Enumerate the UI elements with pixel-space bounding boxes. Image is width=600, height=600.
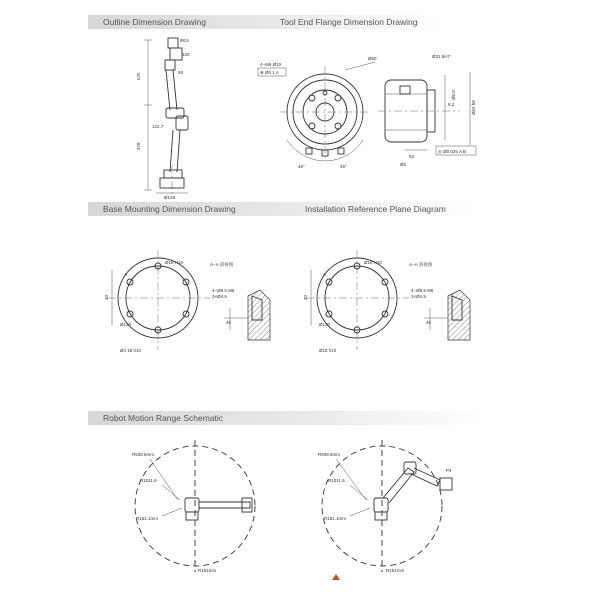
motion-range-right	[318, 440, 452, 573]
svg-text:4−Ø8.5 M6: 4−Ø8.5 M6	[411, 288, 434, 293]
svg-text:Ø5: Ø5	[400, 162, 407, 167]
svg-text:A−A 剖视图: A−A 剖视图	[409, 262, 433, 267]
svg-text:Ø50: Ø50	[368, 56, 377, 61]
flange-front-drawing	[258, 56, 377, 169]
svg-text:3×Ø4.5: 3×Ø4.5	[212, 294, 227, 299]
svg-text:Ø128: Ø128	[164, 195, 176, 200]
section-title-base: Base Mounting Dimension Drawing	[103, 204, 236, 214]
svg-text:Ø4 18 h10: Ø4 18 h10	[120, 348, 142, 353]
svg-text:4−Ø8.5 M6: 4−Ø8.5 M6	[212, 288, 235, 293]
svg-text:R1011.6: R1011.6	[328, 478, 345, 483]
svg-text:A: A	[124, 272, 128, 277]
svg-text:98.5: 98.5	[180, 38, 189, 43]
svg-text:45: 45	[226, 320, 232, 325]
svg-text:Ø31.5H7: Ø31.5H7	[432, 54, 451, 59]
reference-plane-drawing	[303, 250, 470, 353]
svg-text:122.7: 122.7	[152, 124, 164, 129]
section-title-reference: Installation Reference Plane Diagram	[305, 204, 446, 214]
svg-text:63: 63	[409, 154, 415, 159]
marker-triangle-icon	[332, 574, 340, 580]
motion-range-left	[132, 440, 255, 573]
section-title-motion: Robot Motion Range Schematic	[103, 413, 224, 423]
base-mounting-drawing	[104, 250, 270, 353]
svg-text:⊕ Ø0.1 A: ⊕ Ø0.1 A	[260, 70, 279, 75]
svg-text:40: 40	[303, 294, 308, 300]
svg-text:8.2: 8.2	[448, 102, 455, 107]
svg-text:A: A	[323, 272, 327, 277]
svg-text:45°: 45°	[298, 164, 305, 169]
svg-text:R151.1mm: R151.1mm	[136, 516, 159, 521]
svg-text:R1011.6: R1011.6	[140, 478, 157, 483]
section-title-flange: Tool End Flange Dimension Drawing	[280, 17, 418, 27]
svg-text:R151mm: R151mm	[386, 568, 405, 573]
svg-text:R938.5mm: R938.5mm	[318, 452, 341, 457]
svg-text:575: 575	[136, 72, 141, 80]
svg-text:3×Ø4.5: 3×Ø4.5	[411, 294, 426, 299]
svg-text:Ø18 H10: Ø18 H10	[165, 260, 184, 265]
svg-text:Ø130: Ø130	[319, 322, 331, 327]
svg-text:A−A 剖视图: A−A 剖视图	[210, 262, 234, 267]
flange-side-drawing	[378, 54, 476, 167]
svg-text:40: 40	[104, 294, 109, 300]
svg-text:120: 120	[182, 52, 190, 57]
svg-text:R151mm: R151mm	[198, 568, 217, 573]
svg-text:45°: 45°	[340, 164, 347, 169]
section-title-outline: Outline Dimension Drawing	[103, 17, 206, 27]
svg-text:9X: 9X	[178, 70, 184, 75]
outline-arm-drawing	[136, 38, 190, 200]
svg-text:P4: P4	[446, 468, 452, 473]
svg-text:478: 478	[136, 142, 141, 150]
svg-text:45: 45	[426, 320, 432, 325]
svg-text:4−M6 Ø10: 4−M6 Ø10	[260, 62, 282, 67]
svg-text:Ø63 h8: Ø63 h8	[471, 100, 476, 115]
svg-text:Ø18 H10: Ø18 H10	[364, 260, 383, 265]
svg-text:Ø18 h10: Ø18 h10	[319, 348, 337, 353]
svg-text:Ø130: Ø130	[120, 322, 132, 327]
svg-text:R938.5mm: R938.5mm	[132, 452, 155, 457]
svg-text:R151.1mm: R151.1mm	[324, 516, 347, 521]
svg-text:◎ Ø0.025 A B: ◎ Ø0.025 A B	[438, 149, 466, 154]
svg-text:Ø6.0: Ø6.0	[451, 90, 456, 100]
